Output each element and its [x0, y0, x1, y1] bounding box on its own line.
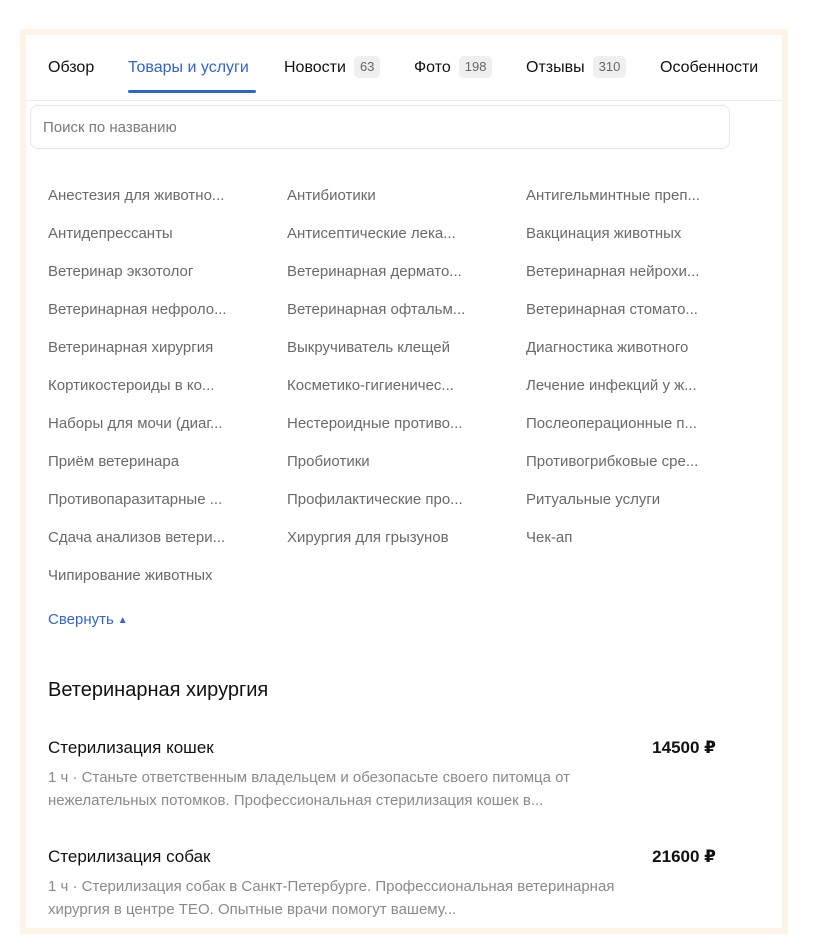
active-tab-indicator [128, 90, 256, 93]
service-price: 21600 ₽ [652, 847, 716, 866]
category-link[interactable]: Косметико-гигиеничес... [287, 377, 454, 394]
category-link[interactable]: Вакцинация животных [526, 225, 682, 242]
category-link[interactable]: Ветеринар экзотолог [48, 263, 194, 280]
category-link[interactable]: Наборы для мочи (диаг... [48, 415, 223, 432]
service-price: 14500 ₽ [652, 738, 716, 757]
tab-news[interactable] [284, 55, 380, 81]
service-name: Стерилизация кошек [48, 738, 214, 757]
tab-photos[interactable] [414, 55, 492, 81]
category-link[interactable]: Антидепрессанты [48, 225, 173, 242]
category-link[interactable]: Антисептические лека... [287, 225, 456, 242]
category-link[interactable]: Противопаразитарные ... [48, 491, 223, 508]
service-description: 1 ч · Стерилизация собак в Санкт-Петербурге. Профессиональная ветеринарная хирургия в центре ТЕО. Опытные врачи помогут вашему... [48, 878, 615, 918]
category-link[interactable]: Чек-ап [526, 529, 573, 546]
category-link[interactable]: Выкручиватель клещей [287, 339, 451, 356]
count-badge: 198 [459, 56, 493, 78]
screenshot-frame [20, 29, 788, 934]
search-input[interactable] [30, 105, 730, 149]
section-title: Ветеринарная хирургия [48, 679, 269, 701]
category-link[interactable]: Лечение инфекций у ж... [526, 377, 697, 394]
organization-card [26, 35, 782, 928]
category-link[interactable]: Анестезия для животно... [48, 187, 225, 204]
collapse-button[interactable] [48, 607, 128, 633]
triangle-up-icon: ▲ [117, 615, 128, 626]
tab-label: Товары и услуги [128, 59, 249, 76]
category-link[interactable]: Диагностика животного [526, 339, 689, 356]
category-link[interactable]: Ритуальные услуги [526, 491, 661, 508]
category-link[interactable]: Ветеринарная хирургия [48, 339, 214, 356]
count-badge: 310 [593, 56, 627, 78]
collapse-label: Свернуть [48, 611, 114, 628]
category-link[interactable]: Сдача анализов ветери... [48, 529, 226, 546]
category-link[interactable]: Антибиотики [287, 187, 376, 204]
category-link[interactable]: Ветеринарная дермато... [287, 263, 462, 280]
category-link[interactable]: Ветеринарная нефроло... [48, 301, 227, 318]
category-link[interactable]: Ветеринарная офтальм... [287, 301, 466, 318]
tab-overview[interactable] [48, 55, 94, 81]
category-link[interactable]: Чипирование животных [48, 567, 213, 584]
tab-features[interactable] [660, 55, 758, 81]
category-link[interactable]: Профилактические про... [287, 491, 463, 508]
tab-goods-services[interactable] [128, 55, 249, 81]
category-link[interactable]: Приём ветеринара [48, 453, 180, 470]
tab-bar [26, 35, 782, 101]
category-link[interactable]: Ветеринарная нейрохи... [526, 263, 700, 280]
category-link[interactable]: Антигельминтные преп... [526, 187, 700, 204]
count-badge: 63 [354, 56, 380, 78]
tab-label: Отзывы [526, 59, 585, 76]
tab-label: Особенности [660, 59, 759, 76]
category-link[interactable]: Кортикостероиды в ко... [48, 377, 215, 394]
tab-label: Фото [414, 59, 451, 76]
tab-label: Обзор [48, 59, 95, 76]
service-name: Стерилизация собак [48, 847, 211, 866]
tab-label: Новости [284, 59, 346, 76]
category-link[interactable]: Противогрибковые сре... [526, 453, 699, 470]
category-list [48, 177, 768, 595]
category-link[interactable]: Пробиотики [287, 453, 370, 470]
category-link[interactable]: Послеоперационные п... [526, 415, 698, 432]
category-link[interactable]: Хирургия для грызунов [287, 529, 449, 546]
category-link[interactable]: Ветеринарная стомато... [526, 301, 698, 318]
service-description: 1 ч · Станьте ответственным владельцем и обезопасьте своего питомца от нежелательных потомков. Профессиональная стерилизация кошек в... [48, 769, 571, 809]
tab-reviews[interactable] [526, 55, 626, 81]
category-link[interactable]: Нестероидные противо... [287, 415, 463, 432]
